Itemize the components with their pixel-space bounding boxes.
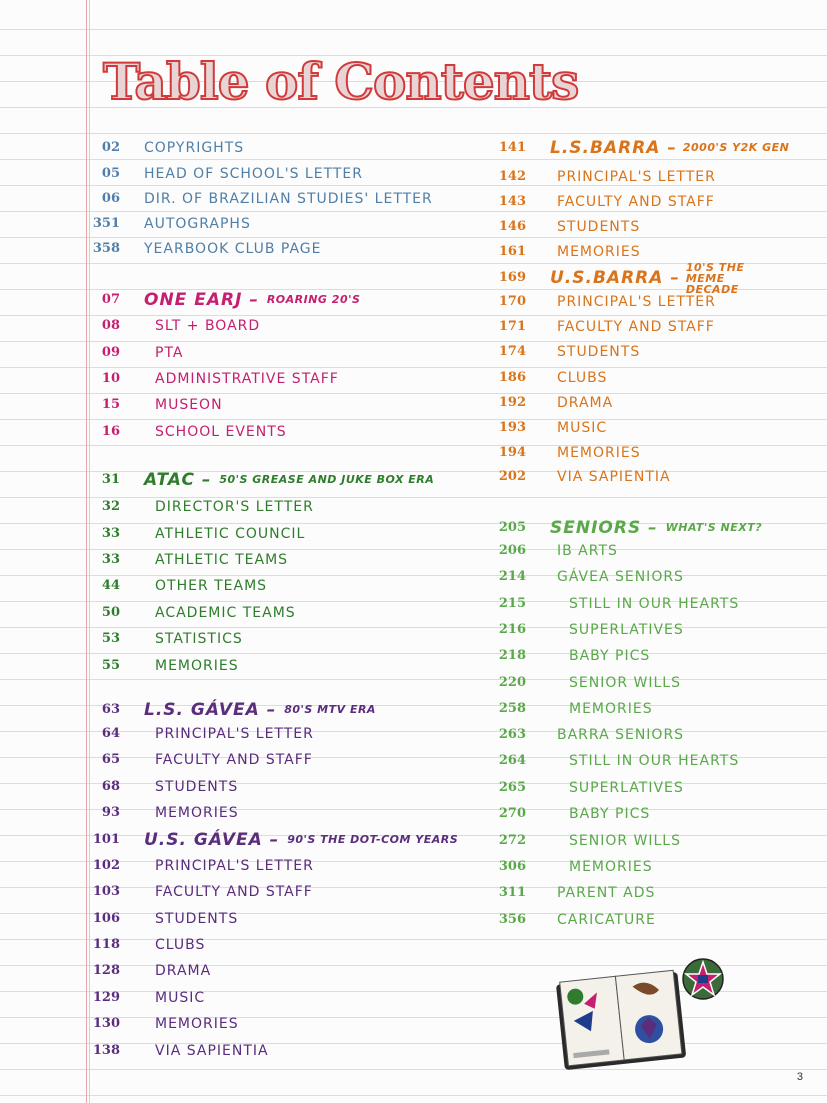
toc-section-subtitle: ROARING 20'S bbox=[266, 293, 361, 306]
toc-page: 129 bbox=[92, 990, 120, 1005]
toc-entry[interactable] bbox=[90, 367, 339, 391]
yearbook-sticker-image bbox=[551, 963, 691, 1076]
toc-label: STILL IN OUR HEARTS bbox=[569, 753, 740, 769]
toc-page: 358 bbox=[92, 241, 120, 256]
toc-page: 270 bbox=[498, 806, 526, 821]
toc-entry[interactable] bbox=[496, 855, 653, 879]
toc-label: VIA SAPIENTIA bbox=[155, 1043, 269, 1059]
toc-entry[interactable] bbox=[496, 644, 650, 668]
toc-entry[interactable] bbox=[90, 801, 239, 825]
toc-label: DIRECTOR'S LETTER bbox=[155, 499, 314, 515]
toc-label: CLUBS bbox=[155, 937, 206, 953]
toc-label: MUSIC bbox=[557, 420, 608, 436]
toc-page: 15 bbox=[101, 397, 120, 412]
toc-label: BABY PICS bbox=[569, 806, 651, 822]
toc-label: COPYRIGHTS bbox=[144, 140, 245, 156]
toc-entry[interactable] bbox=[90, 237, 321, 261]
toc-label: MEMORIES bbox=[557, 445, 641, 461]
toc-entry[interactable] bbox=[90, 495, 314, 519]
toc-page: 06 bbox=[101, 191, 120, 206]
toc-page: 218 bbox=[498, 648, 526, 663]
toc-entry[interactable] bbox=[90, 1039, 269, 1063]
toc-label: ATAC – bbox=[144, 470, 212, 490]
toc-entry[interactable] bbox=[90, 654, 239, 678]
toc-page: 202 bbox=[498, 469, 526, 484]
margin-line bbox=[86, 0, 87, 1103]
toc-page: 194 bbox=[498, 445, 526, 460]
toc-entry[interactable] bbox=[90, 627, 243, 651]
toc-label: MEMORIES bbox=[557, 244, 641, 260]
toc-section-heading[interactable] bbox=[90, 698, 376, 722]
star-badge-icon bbox=[680, 956, 726, 1002]
toc-page: 63 bbox=[101, 702, 120, 717]
toc-page: 186 bbox=[498, 370, 526, 385]
toc-entry[interactable] bbox=[496, 749, 739, 773]
toc-entry[interactable] bbox=[496, 441, 641, 465]
toc-page: 16 bbox=[101, 424, 120, 439]
toc-entry[interactable] bbox=[90, 548, 288, 572]
toc-label: PRINCIPAL'S LETTER bbox=[557, 169, 716, 185]
toc-page: 193 bbox=[498, 420, 526, 435]
toc-entry[interactable] bbox=[496, 215, 640, 239]
toc-page: 103 bbox=[92, 884, 120, 899]
toc-page: 05 bbox=[101, 166, 120, 181]
toc-entry[interactable] bbox=[496, 565, 684, 589]
toc-page: 118 bbox=[92, 937, 120, 952]
toc-page: 265 bbox=[498, 780, 526, 795]
toc-page: 93 bbox=[101, 805, 120, 820]
toc-section-heading[interactable] bbox=[90, 288, 360, 312]
toc-label: DIR. OF BRAZILIAN STUDIES' LETTER bbox=[144, 191, 433, 207]
toc-page: 263 bbox=[498, 727, 526, 742]
toc-page: 306 bbox=[498, 859, 526, 874]
toc-label: STUDENTS bbox=[557, 344, 641, 360]
toc-entry[interactable] bbox=[496, 592, 739, 616]
toc-page: 171 bbox=[498, 319, 526, 334]
toc-label: CARICATURE bbox=[557, 912, 656, 928]
toc-page: 161 bbox=[498, 244, 526, 259]
toc-page: 138 bbox=[92, 1043, 120, 1058]
toc-section-subtitle: 90'S THE DOT-COM YEARS bbox=[287, 833, 459, 846]
toc-entry[interactable] bbox=[90, 907, 238, 931]
toc-entry[interactable] bbox=[496, 240, 641, 264]
toc-label: GÁVEA SENIORS bbox=[557, 569, 684, 585]
toc-entry[interactable] bbox=[496, 290, 716, 314]
toc-label: STUDENTS bbox=[155, 779, 239, 795]
toc-page: 220 bbox=[498, 675, 526, 690]
toc-page: 02 bbox=[101, 140, 120, 155]
toc-page: 32 bbox=[101, 499, 120, 514]
toc-entry[interactable] bbox=[496, 671, 681, 695]
page-title: Table of Contents bbox=[103, 52, 579, 111]
toc-label: MEMORIES bbox=[155, 658, 239, 674]
toc-entry[interactable] bbox=[90, 420, 287, 444]
toc-label: PRINCIPAL'S LETTER bbox=[155, 858, 314, 874]
toc-label: STUDENTS bbox=[557, 219, 641, 235]
toc-page: 169 bbox=[498, 270, 526, 285]
toc-entry[interactable] bbox=[496, 539, 618, 563]
toc-label: AUTOGRAPHS bbox=[144, 216, 251, 232]
toc-label: SENIOR WILLS bbox=[569, 833, 681, 849]
toc-label: MEMORIES bbox=[155, 1016, 239, 1032]
toc-page: 356 bbox=[498, 912, 526, 927]
toc-page: 09 bbox=[101, 345, 120, 360]
toc-section-subtitle: 10'S THE MEME DECADE bbox=[685, 260, 745, 296]
toc-label: FACULTY AND STAFF bbox=[557, 319, 715, 335]
toc-entry[interactable] bbox=[496, 829, 681, 853]
toc-entry[interactable] bbox=[496, 697, 653, 721]
toc-entry[interactable] bbox=[496, 881, 655, 905]
toc-entry[interactable] bbox=[90, 722, 314, 746]
toc-entry[interactable] bbox=[496, 723, 684, 747]
toc-label: VIA SAPIENTIA bbox=[557, 469, 671, 485]
toc-label: L.S. GÁVEA – bbox=[144, 700, 277, 720]
toc-label: STILL IN OUR HEARTS bbox=[569, 596, 740, 612]
toc-section-heading[interactable] bbox=[496, 260, 772, 296]
page-number: 3 bbox=[796, 1071, 803, 1083]
toc-entry[interactable] bbox=[90, 212, 251, 236]
toc-label: MEMORIES bbox=[155, 805, 239, 821]
toc-page: 106 bbox=[92, 911, 120, 926]
toc-entry[interactable] bbox=[496, 908, 656, 932]
toc-label: BARRA SENIORS bbox=[557, 727, 685, 743]
toc-page: 33 bbox=[101, 526, 120, 541]
toc-page: 258 bbox=[498, 701, 526, 716]
toc-section-subtitle: 50'S GREASE AND JUKE BOX ERA bbox=[219, 473, 435, 486]
toc-label: SCHOOL EVENTS bbox=[155, 424, 287, 440]
toc-label: HEAD OF SCHOOL'S LETTER bbox=[144, 166, 363, 182]
toc-page: 272 bbox=[498, 833, 526, 848]
toc-label: STATISTICS bbox=[155, 631, 243, 647]
toc-section-heading[interactable] bbox=[90, 468, 434, 492]
toc-entry[interactable] bbox=[90, 986, 205, 1010]
toc-page: 44 bbox=[101, 578, 120, 593]
toc-page: 264 bbox=[498, 753, 526, 768]
toc-label: ADMINISTRATIVE STAFF bbox=[155, 371, 339, 387]
toc-entry[interactable] bbox=[90, 933, 205, 957]
toc-label: SUPERLATIVES bbox=[569, 622, 684, 638]
toc-entry[interactable] bbox=[90, 880, 313, 904]
toc-entry[interactable] bbox=[90, 748, 313, 772]
toc-label: ATHLETIC COUNCIL bbox=[155, 526, 306, 542]
toc-label: DRAMA bbox=[557, 395, 614, 411]
toc-label: PARENT ADS bbox=[557, 885, 656, 901]
toc-entry[interactable] bbox=[496, 802, 650, 826]
toc-label: FACULTY AND STAFF bbox=[155, 884, 313, 900]
toc-entry[interactable] bbox=[90, 341, 183, 365]
toc-entry[interactable] bbox=[90, 854, 314, 878]
toc-entry[interactable] bbox=[496, 465, 671, 489]
toc-entry[interactable] bbox=[496, 190, 715, 214]
toc-section-heading[interactable] bbox=[496, 516, 762, 540]
toc-page: 351 bbox=[92, 216, 120, 231]
toc-page: 174 bbox=[498, 344, 526, 359]
toc-entry[interactable] bbox=[90, 162, 363, 186]
toc-label: PRINCIPAL'S LETTER bbox=[155, 726, 314, 742]
toc-page: 192 bbox=[498, 395, 526, 410]
toc-label: ONE EARJ – bbox=[144, 290, 259, 310]
toc-entry[interactable] bbox=[90, 601, 296, 625]
toc-entry[interactable] bbox=[90, 574, 267, 598]
toc-section-subtitle: WHAT'S NEXT? bbox=[665, 521, 763, 534]
toc-label: SENIORS – bbox=[550, 518, 658, 538]
toc-page: 10 bbox=[101, 371, 120, 386]
toc-entry[interactable] bbox=[90, 314, 260, 338]
toc-label: SENIOR WILLS bbox=[569, 675, 681, 691]
toc-page: 65 bbox=[101, 752, 120, 767]
toc-page: 102 bbox=[92, 858, 120, 873]
toc-label: YEARBOOK CLUB PAGE bbox=[144, 241, 322, 257]
toc-page: 130 bbox=[92, 1016, 120, 1031]
toc-entry[interactable] bbox=[90, 393, 223, 417]
toc-label: PTA bbox=[155, 345, 184, 361]
toc-entry[interactable] bbox=[496, 366, 607, 390]
toc-section-heading[interactable] bbox=[496, 136, 789, 160]
toc-page: 64 bbox=[101, 726, 120, 741]
toc-label: DRAMA bbox=[155, 963, 212, 979]
toc-section-subtitle: 80'S MTV ERA bbox=[284, 703, 376, 716]
toc-label: U.S.BARRA – bbox=[550, 268, 680, 288]
toc-page: 205 bbox=[498, 520, 526, 535]
toc-page: 08 bbox=[101, 318, 120, 333]
toc-page: 216 bbox=[498, 622, 526, 637]
toc-label: BABY PICS bbox=[569, 648, 651, 664]
toc-label: PRINCIPAL'S LETTER bbox=[557, 294, 716, 310]
toc-page: 146 bbox=[498, 219, 526, 234]
toc-entry[interactable] bbox=[496, 165, 716, 189]
toc-label: MEMORIES bbox=[569, 859, 653, 875]
toc-page: 128 bbox=[92, 963, 120, 978]
toc-page: 31 bbox=[101, 472, 120, 487]
toc-label: FACULTY AND STAFF bbox=[557, 194, 715, 210]
toc-label: ACADEMIC TEAMS bbox=[155, 605, 296, 621]
toc-entry[interactable] bbox=[90, 136, 244, 160]
toc-entry[interactable] bbox=[496, 416, 607, 440]
toc-page: 53 bbox=[101, 631, 120, 646]
toc-entry[interactable] bbox=[496, 340, 640, 364]
toc-page: 206 bbox=[498, 543, 526, 558]
toc-label: CLUBS bbox=[557, 370, 608, 386]
toc-entry[interactable] bbox=[496, 391, 613, 415]
toc-page: 33 bbox=[101, 552, 120, 567]
toc-entry[interactable] bbox=[90, 775, 238, 799]
toc-label: STUDENTS bbox=[155, 911, 239, 927]
toc-page: 311 bbox=[498, 885, 526, 900]
toc-section-subtitle: 2000'S Y2K GEN bbox=[682, 141, 790, 154]
toc-entry[interactable] bbox=[90, 959, 211, 983]
toc-entry[interactable] bbox=[90, 1012, 239, 1036]
toc-page: 143 bbox=[498, 194, 526, 209]
toc-page: 141 bbox=[498, 140, 526, 155]
toc-entry[interactable] bbox=[90, 187, 433, 211]
toc-page: 215 bbox=[498, 596, 526, 611]
toc-page: 101 bbox=[92, 832, 120, 847]
toc-page: 07 bbox=[101, 292, 120, 307]
toc-label: MEMORIES bbox=[569, 701, 653, 717]
toc-section-heading[interactable] bbox=[90, 828, 458, 852]
toc-page: 68 bbox=[101, 779, 120, 794]
toc-label: U.S. GÁVEA – bbox=[144, 830, 280, 850]
toc-label: SUPERLATIVES bbox=[569, 780, 684, 796]
toc-label: MUSIC bbox=[155, 990, 206, 1006]
toc-page: 170 bbox=[498, 294, 526, 309]
toc-entry[interactable] bbox=[90, 522, 305, 546]
toc-page: 55 bbox=[101, 658, 120, 673]
toc-page: 50 bbox=[101, 605, 120, 620]
toc-label: FACULTY AND STAFF bbox=[155, 752, 313, 768]
toc-label: IB ARTS bbox=[557, 543, 618, 559]
toc-entry[interactable] bbox=[496, 315, 715, 339]
toc-entry[interactable] bbox=[496, 618, 684, 642]
toc-label: L.S.BARRA – bbox=[550, 138, 677, 158]
toc-page: 142 bbox=[498, 169, 526, 184]
toc-entry[interactable] bbox=[496, 776, 684, 800]
toc-label: OTHER TEAMS bbox=[155, 578, 268, 594]
toc-label: SLT + BOARD bbox=[155, 318, 261, 334]
toc-label: MUSEON bbox=[155, 397, 223, 413]
toc-page: 214 bbox=[498, 569, 526, 584]
toc-label: ATHLETIC TEAMS bbox=[155, 552, 289, 568]
